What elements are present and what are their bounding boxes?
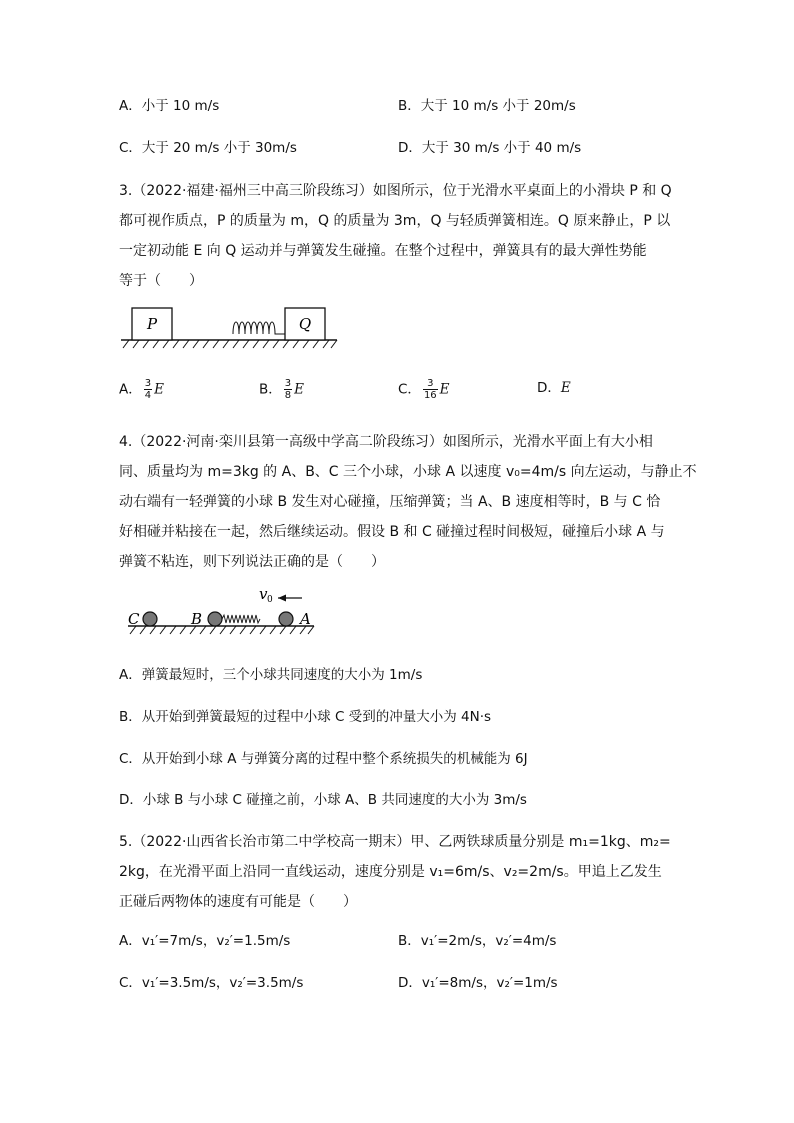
q4-stem-line: 好相碰并粘接在一起，然后继续运动。假设 B 和 C 碰撞过程时间极短，碰撞后小球 A 与 [119,524,665,540]
q3-option-b [259,378,304,401]
q3-option-d-var: E [560,380,571,396]
q3-option-a-prefix: A． [119,381,142,398]
q4-stem-line: 4.（2022·河南·栾川县第一高级中学高二阶段练习）如图所示，光滑水平面上有大小相 [119,434,653,450]
q5-option-b: B．v₁′=2m/s，v₂′=4m/s [398,933,557,949]
q3-option-c-numerator: 3 [423,378,438,390]
ball-a [279,612,293,626]
q3-stem [119,176,679,296]
q3-stem-line: 都可视作质点，P 的质量为 m，Q 的质量为 3m，Q 与轻质弹簧相连。Q 原来静止，P 以 [119,213,671,229]
q3-option-a-var: E [154,381,164,398]
q2-option-d: D．大于 30 m/s 小于 40 m/s [398,140,582,156]
velocity-arrow-icon [278,595,302,602]
q4-option-d: D．小球 B 与小球 C 碰撞之前，小球 A、B 共同速度的大小为 3m/s [119,792,527,808]
spring-icon [222,615,260,623]
ball-c-label: C [128,610,140,628]
ball-a-label: A [300,610,311,628]
q3-stem-line: 3.（2022·福建·福州三中高三阶段练习）如图所示，位于光滑水平桌面上的小滑块 P 和 Q [119,183,672,199]
q3-option-c-var: E [439,381,450,398]
velocity-label: v [259,585,268,603]
q4-option-c: C．从开始到小球 A 与弹簧分离的过程中整个系统损失的机械能为 6J [119,751,528,767]
q4-option-b: B．从开始到弹簧最短的过程中小球 C 受到的冲量大小为 4N·s [119,709,492,725]
block-q-label: Q [298,315,312,333]
q5-option-a: A．v₁′=7m/s，v₂′=1.5m/s [119,933,291,949]
ball-c [143,612,157,626]
q5-stem-line: 5.（2022·山西省长治市第二中学校高一期末）甲、乙两铁球质量分别是 m₁=1kg、m₂= [119,834,671,850]
q5-stem-line: 2kg，在光滑平面上沿同一直线运动，速度分别是 v₁=6m/s、v₂=2m/s。甲追上乙发生 [119,864,662,880]
q3-option-a-numerator: 3 [144,378,152,389]
q3-option-c-fraction [423,378,438,401]
q3-option-b-var: E [294,381,304,398]
q5-stem-line: 正碰后两物体的速度有可能是（ ） [119,894,357,910]
q3-option-c [398,378,450,401]
q4-ground-hatch [130,626,314,634]
ball-b [208,612,222,626]
q3-figure [119,304,341,352]
q5-stem [119,827,679,917]
velocity-subscript: 0 [267,595,273,605]
q2-option-b: B．大于 10 m/s 小于 20m/s [398,98,576,114]
q5-option-d: D．v₁′=8m/s，v₂′=1m/s [398,975,558,991]
q3-option-b-numerator: 3 [284,378,292,389]
q4-stem-line: 同、质量均为 m=3kg 的 A、B、C 三个小球，小球 A 以速度 v₀=4m/s 向左运动，与静止不 [119,464,697,480]
q4-figure [124,580,324,640]
spring-icon [233,322,285,334]
q3-option-d-prefix: D． [537,380,561,396]
q3-option-b-fraction [284,378,292,401]
q3-option-b-denominator: 8 [284,390,292,401]
ball-b-label: B [191,610,203,628]
q3-option-a-denominator: 4 [144,390,152,401]
q3-option-c-prefix: C． [398,381,421,398]
q3-stem-line: 一定初动能 E 向 Q 运动并与弹簧发生碰撞。在整个过程中，弹簧具有的最大弹性势能 [119,243,647,259]
q3-option-a [119,378,164,401]
q3-option-b-prefix: B． [259,381,282,398]
block-p-label: P [146,315,158,333]
q3-ground-hatch [123,340,337,348]
q3-option-d [537,378,571,398]
q2-option-c: C．大于 20 m/s 小于 30m/s [119,140,297,156]
q3-stem-line: 等于（ ） [119,273,203,289]
q3-option-a-fraction [144,378,152,401]
q3-option-c-denominator: 16 [423,390,437,401]
q4-option-a: A．弹簧最短时，三个小球共同速度的大小为 1m/s [119,667,423,683]
q4-stem-line: 动右端有一轻弹簧的小球 B 发生对心碰撞，压缩弹簧；当 A、B 速度相等时，B 与 C 恰 [119,494,661,510]
q4-stem [119,427,697,577]
q4-stem-line: 弹簧不粘连，则下列说法正确的是（ ） [119,554,385,570]
q2-option-a: A．小于 10 m/s [119,98,220,114]
q5-option-c: C．v₁′=3.5m/s，v₂′=3.5m/s [119,975,304,991]
